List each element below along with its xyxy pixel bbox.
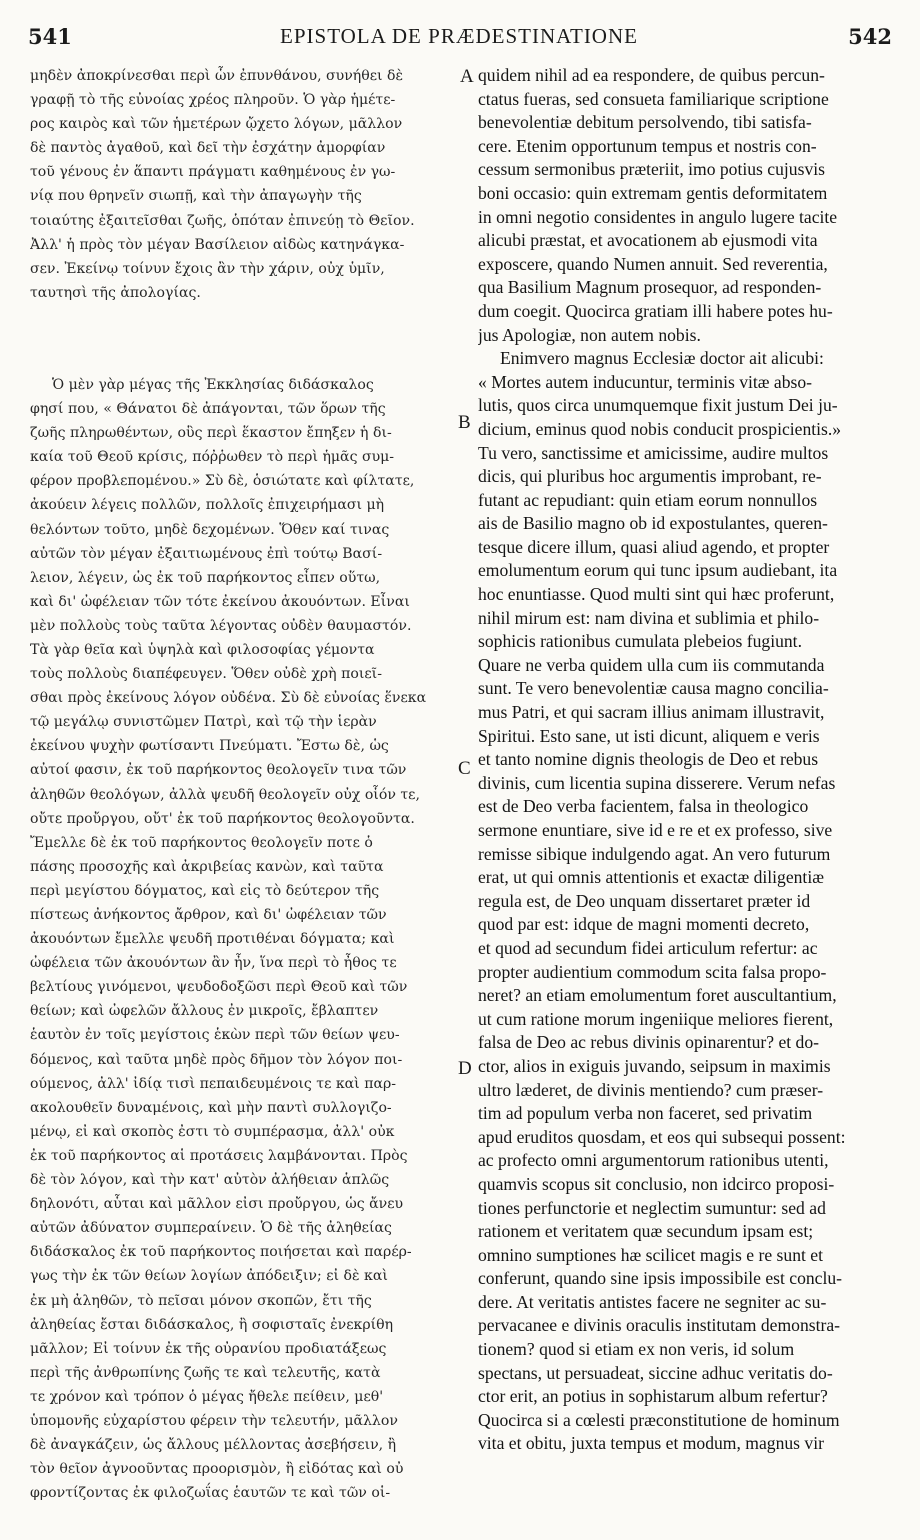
text-line: quamvis scopus sit conclusio, non idcirco proposi-: [478, 1173, 835, 1194]
text-line: λειον, λέγειν, ὡς ἐκ τοῦ παρήκοντος εἶπεν οὕτω,: [30, 569, 381, 586]
text-line: ctor erit, an potius in sophistarum album refertur?: [478, 1386, 828, 1407]
text-line: et quod ad secundum fidei articulum refertur: ac: [478, 937, 818, 958]
text-line: mus Patri, et qui sacram illius animam illustravit,: [478, 702, 825, 723]
text-line: βελτίους γινόμενοι, ψευδοδοξῶσι περὶ Θεοῦ καὶ τῶν: [30, 979, 408, 996]
text-line: cere. Etenim opportunum tempus et nostris con-: [478, 135, 817, 156]
text-line: ακολουθεῖν δυναμένοις, καὶ μὴν παντὶ συλλογιζο-: [30, 1099, 392, 1116]
text-line: νίᾳ που θρηνεῖν σιωπῇ, καὶ τὴν ἀπαγωγὴν τῆς: [30, 188, 362, 205]
running-title: EPISTOLA DE PRÆDESTINATIONE: [280, 24, 638, 48]
text-line: τὸν θεῖον ἀγνοοῦντας προορισμὸν, ἢ εἰδότας καὶ οὐ: [30, 1461, 404, 1478]
text-line: ctatus fueras, sed consueta familiarique scriptione: [478, 88, 829, 109]
text-line: regula est, de Deo unquam dissertaret præter id: [478, 890, 811, 911]
text-line: conferunt, quando sine ipsis impossibile est conclu-: [478, 1268, 843, 1289]
text-line: καία τοῦ Θεοῦ κρίσις, πόῤῥωθεν τὸ περὶ ἡμᾶς συμ-: [30, 449, 395, 466]
text-line: ais de Basilio magno ob id expostulantes, queren-: [478, 513, 828, 534]
text-line: rationem et veritatem quæ secundum ipsam est;: [478, 1221, 814, 1242]
text-line: futant ac repudiant: quin etiam eorum nonnullos: [478, 489, 818, 510]
text-line: dum coegit. Quocirca gratiam illi habere potes hu-: [478, 300, 833, 321]
text-line: ὑπομονῆς εὐχαρίστου φέρειν τὴν τελευτήν, μᾶλλον: [30, 1412, 398, 1429]
text-line: ctor, alios in exiguis juvando, seipsum in maximis: [478, 1055, 831, 1076]
text-line: est de Deo verba facientem, falsa in theologico: [478, 796, 809, 817]
text-line: θείων; καὶ ὠφελῶν ἄλλους ἐν μικροῖς, ἔβλαπτεν: [30, 1003, 379, 1020]
greek-paragraph-1: [30, 64, 458, 305]
text-line: ρος καιρὸς καὶ τῶν ἡμετέρων ᾤχετο λόγων, μᾶλλον: [30, 116, 403, 133]
text-line: οὔτε προὔργου, οὔτ' ἐκ τοῦ παρήκοντος θεολογοῦντα.: [30, 810, 415, 827]
text-line: qua Basilium Magnum prosequor, ad responden-: [478, 277, 822, 298]
running-header: [22, 20, 896, 54]
text-line: Quare ne verba quidem ulla cum iis commutanda: [478, 654, 825, 675]
text-line: cessum sermonibus præteriit, imo potius cujusvis: [478, 159, 825, 180]
text-line: Tu vero, sanctissime et amicissime, audire multos: [478, 442, 829, 463]
text-line: et tanto nomine dignis theologis de Deo et rebus: [478, 749, 819, 770]
section-marker-b: B: [458, 412, 471, 433]
text-line: σεν. Ἐκείνῳ τοίνυν ἔχοις ἂν τὴν χάριν, οὐχ ὑμῖν,: [30, 260, 385, 277]
text-line: dicis, qui pluribus hoc argumentis improbant, re-: [478, 466, 822, 487]
text-line: αὐτῶν τὸν μέγαν ἐξαιτιωμένους ἐπὶ τούτῳ Βασί-: [30, 545, 383, 562]
text-line: pervacanee e divinis oraculis institutam demonstra-: [478, 1315, 841, 1336]
text-line: Ὁ μὲν γὰρ μέγας τῆς Ἐκκλησίας διδάσκαλος: [52, 376, 374, 393]
latin-paragraph-2: [478, 347, 896, 1456]
text-line: tiones perfunctorie et neglectim sumuntur: sed ad: [478, 1197, 826, 1218]
text-line: boni occasio: quin extremam gentis deformitatem: [478, 182, 828, 203]
text-line: αὐτοί φασιν, ἐκ τοῦ παρήκοντος θεολογεῖν τινα τῶν: [30, 762, 407, 779]
text-line: ἐκ τοῦ παρήκοντος αἱ προτάσεις λαμβάνονται. Πρὸς: [30, 1147, 408, 1164]
text-line: ἀληθῶν θεολόγων, ἀλλὰ ψευδῆ θεολογεῖν οὐχ οἷόν τε,: [30, 786, 420, 803]
text-line: φησί που, « Θάνατοι δὲ ἀπάγονται, τῶν ὅρων τῆς: [30, 401, 386, 418]
text-line: tesque dicere illum, quasi aliud agendo, et propter: [478, 536, 830, 557]
text-line: φέρον προβλεπομένου.» Σὺ δὲ, ὁσιώτατε καὶ φίλτατε,: [30, 473, 415, 490]
text-line: ἐκείνου ψυχὴν φωτίσαντι Πνεύματι. Ἔστω δὲ, ὡς: [30, 738, 389, 755]
text-line: δόμενος, καὶ ταῦτα μηδὲ πρὸς δῆμον τὸν λόγον ποι-: [30, 1051, 403, 1068]
text-line: ζωῆς πληρωθέντων, οὓς περὶ ἕκαστον ἔπηξεν ἡ δι-: [30, 425, 392, 442]
text-line: ούμενος, ἀλλ' ἰδίᾳ τισὶ πεπαιδευμένοις τε καὶ παρ-: [30, 1075, 397, 1092]
text-line: exposcere, quando Numen annuit. Sed reverentia,: [478, 253, 828, 274]
text-line: γως τὴν ἐκ τῶν θείων λογίων ἀπόδειξιν; εἰ δὲ καὶ: [30, 1268, 388, 1285]
text-line: ac profecto omni argumentorum rationibus utenti,: [478, 1150, 829, 1171]
text-line: dere. At veritatis antistes facere ne segniter ac su-: [478, 1291, 827, 1312]
text-line: sermone enuntiare, sive id e re et ex professo, sive: [478, 820, 833, 840]
text-line: dicium, eminus quod nobis conducit prospicientis.»: [478, 418, 842, 439]
text-line: in omni negotio considentes in angulo lugere tacite: [478, 206, 838, 227]
text-line: quidem nihil ad ea respondere, de quibus percun-: [478, 65, 825, 85]
text-line: δὲ παντὸς ἀγαθοῦ, καὶ δεῖ τὴν ἐσχάτην ἀμορφίαν: [30, 140, 386, 157]
text-line: quod par est: idque de magni momenti decreto,: [478, 914, 810, 935]
text-line: sunt. Te vero benevolentiæ causa magno concilia-: [478, 678, 829, 699]
greek-column: [30, 64, 458, 1505]
section-marker-a: A: [460, 66, 474, 87]
text-line: ἀκουόντων ἔμελλε ψευδῆ προτιθέναι δόγματα; καὶ: [30, 931, 395, 948]
text-line: propter audientium commodum scita falsa propo-: [478, 961, 827, 982]
text-line: δὲ τὸν λόγον, καὶ τὴν κατ' αὐτὸν ἀλήθειαν ἁπλῶς: [30, 1172, 390, 1189]
text-line: divinis, cum licentia supina disserere. Verum nefas: [478, 772, 836, 793]
text-line: apud eruditos quosdam, et eos qui subsequi possent:: [478, 1126, 846, 1147]
text-line: θελόντων τοῦτο, μηδὲ δεχομένων. Ὅθεν καί τινας: [30, 521, 390, 538]
text-line: ὠφέλεια τῶν ἀκουόντων ἂν ἦν, ἵνα περὶ τὸ ἦθος τε: [30, 955, 397, 972]
text-line: μὲν πολλοὺς τοὺς ταῦτα λέγοντας οὐδὲν θαυμαστόν.: [30, 617, 412, 634]
text-line: τοιαύτης ἐξαιτεῖσθαι ζωῆς, ὁπόταν ἐπινεύῃ τὸ Θεῖον.: [30, 212, 415, 229]
text-line: μένῳ, εἰ καὶ σκοπὸς ἐστι τὸ συμπέρασμα, ἀλλ' οὐκ: [30, 1123, 395, 1140]
text-line: δὲ ἀναγκάζειν, ὡς ἄλλους μέλλοντας ἀσεβήσειν, ἢ: [30, 1437, 397, 1454]
text-line: γραφῇ τὸ τῆς εὐνοίας χρέος πληροῦν. Ὁ γὰρ ἡμέτε-: [30, 92, 396, 109]
text-line: sophicis rationibus cumulata plebeios fugiunt.: [478, 631, 802, 652]
greek-paragraph-2: [30, 373, 458, 1505]
latin-paragraph-1: [478, 64, 896, 347]
text-line: Spiritui. Esto sane, ut isti dicunt, aliquem e veris: [478, 725, 820, 746]
text-line: nihil mirum est: nam divina et sublimia et philo-: [478, 607, 820, 628]
text-line: emolumentum eorum qui tunc ipsum audiebant, ita: [478, 560, 838, 581]
text-line: δηλονότι, αὗται καὶ μᾶλλον εἰσι προὔργου, ὡς ἄνευ: [30, 1196, 404, 1213]
text-line: vita et obitu, juxta tempus et modum, magnus vir: [478, 1433, 824, 1454]
page-number-left: 541: [28, 24, 72, 49]
page-number-right: 542: [848, 24, 892, 49]
text-line: ταυτησὶ τῆς ἀπολογίας.: [30, 284, 201, 301]
text-line: σθαι πρὸς ἐκείνους λόγον οὐδένα. Σὺ δὲ εὐνοίας ἕνεκα: [30, 690, 427, 707]
text-line: falsa de Deo ac rebus divinis opinarentur? et do-: [478, 1032, 819, 1053]
text-line: erat, ut qui omnis attentionis et exactæ diligentiæ: [478, 867, 824, 888]
text-line: lutis, quos circa unumquemque fixit justum Dei ju-: [478, 395, 838, 416]
text-line: ut cum ratione morum ingeniique meliores fierent,: [478, 1008, 834, 1029]
text-line: πάσης προσοχῆς καὶ ἀκριβείας κανὼν, καὶ ταῦτα: [30, 858, 384, 875]
text-line: μηδὲν ἀποκρίνεσθαι περὶ ὧν ἐπυνθάνου, συνήθει δὲ: [30, 68, 404, 84]
text-line: ἀληθείας ἔσται διδάσκαλος, ἢ σοφισταῖς ἐνεκρίθη: [30, 1316, 394, 1333]
text-line: περὶ τῆς ἀνθρωπίνης ζωῆς τε καὶ τελευτῆς, κατὰ: [30, 1364, 381, 1381]
text-line: πίστεως ἀνήκοντος ἄρθρον, καὶ δι' ὠφέλειαν τῶν: [30, 907, 387, 923]
section-marker-c: C: [458, 758, 471, 779]
text-line: neret? an etiam emolumentum foret auscultantium,: [478, 985, 837, 1006]
text-line: alicubi præstat, et avocationem ab ejusmodi vita: [478, 230, 818, 251]
text-line: omnino sumptiones hæ scilicet magis e re sunt et: [478, 1244, 823, 1265]
text-line: « Mortes autem inducuntur, terminis vitæ abso-: [478, 371, 813, 392]
text-line: τῷ μεγάλῳ συνιστῶμεν Πατρὶ, καὶ τῷ τὴν ἱερὰν: [30, 714, 377, 731]
text-line: ἐκ μὴ ἀληθῶν, τὸ πεῖσαι μόνον σκοπῶν, ἔτι τῆς: [30, 1292, 372, 1309]
text-line: tim ad populum verba non faceret, sed privatim: [478, 1103, 813, 1124]
text-line: ultro læderet, de divinis mentiendo? cum præser-: [478, 1079, 824, 1100]
text-line: μᾶλλον; Εἰ τοίνυν ἐκ τῆς οὐρανίου προδιατάξεως: [30, 1340, 387, 1357]
text-line: φροντίζοντας ἐκ φιλοζωΐας ἑαυτῶν τε καὶ τῶν οἱ-: [30, 1485, 391, 1502]
text-line: Ἔμελλε δὲ ἐκ τοῦ παρήκοντος θεολογεῖν ποτε ὁ: [30, 834, 373, 851]
latin-column: [478, 64, 896, 1456]
text-line: τοῦ γένους ἐν ἅπαντι πράγματι καθημένους ἐν γω-: [30, 164, 396, 181]
text-line: τε χρόνον καὶ τρόπον ὁ μέγας ἤθελε πείθειν, μεθ': [30, 1388, 384, 1405]
text-line: remisse sibique indulgendo agat. An vero futurum: [478, 843, 831, 864]
text-line: hoc enuntiasse. Quod multi sint qui hæc proferunt,: [478, 584, 835, 605]
text-line: Ἀλλ' ἡ πρὸς τὸν μέγαν Βασίλειον αἰδὼς κατηνάγκα-: [30, 236, 405, 253]
text-line: Quocirca si a cœlesti præconstitutione de hominum: [478, 1409, 840, 1430]
text-line: tionem? quod si etiam ex non veris, id solum: [478, 1339, 795, 1360]
text-line: περὶ μεγίστου δόγματος, καὶ εἰς τὸ δεύτερον τῆς: [30, 882, 380, 899]
section-marker-d: D: [458, 1058, 472, 1079]
text-line: Τὰ γὰρ θεῖα καὶ ὑψηλὰ καὶ φιλοσοφίας γέμοντα: [30, 641, 375, 658]
paragraph-gap: [30, 305, 458, 373]
text-line: διδάσκαλος ἐκ τοῦ παρήκοντος ποιήσεται καὶ παρέρ-: [30, 1244, 412, 1261]
text-line: benevolentiæ debitum persolvendo, tibi satisfa-: [478, 112, 812, 133]
text-line: spectans, ut persuadeat, siccine adhuc veritatis do-: [478, 1362, 833, 1383]
text-line: Enimvero magnus Ecclesiæ doctor ait alicubi:: [500, 348, 824, 369]
text-line: αὐτῶν ἀδύνατον συμπεραίνειν. Ὁ δὲ τῆς ἀληθείας: [30, 1220, 392, 1237]
text-line: καὶ δι' ὠφέλειαν τῶν τότε ἐκείνου ἀκουόντων. Εἶναι: [30, 593, 410, 610]
text-line: τοὺς πολλοὺς διαπέφευγεν. Ὅθεν οὐδὲ χρὴ ποιεῖ-: [30, 666, 382, 683]
text-line: jus Apologiæ, non autem nobis.: [478, 324, 701, 345]
text-line: ἑαυτὸν ἐν τοῖς μεγίστοις ἑκὼν περὶ τῶν θείων ψευ-: [30, 1027, 400, 1044]
text-line: ἀκούειν λέγεις πολλῶν, πολλοῖς ἐπιχειρήμασι μὴ: [30, 497, 385, 514]
